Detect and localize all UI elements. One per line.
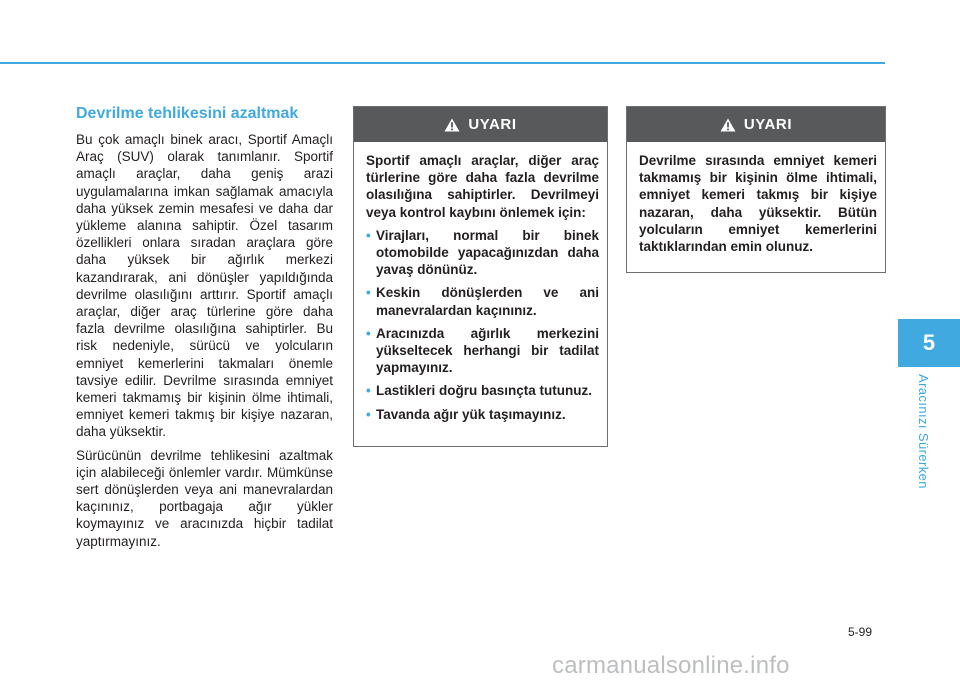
body-paragraph: Sürücünün devrilme tehlikesini azaltmak için alabileceği önlemler vardır. Mümkünse sert dönüşlerden veya ani manevralardan kaçınınız, portbagaja ağır yükler koymayınız ve aracınızda hiçbir tadilat yaptırmayınız.: [76, 447, 333, 549]
body-paragraph: Bu çok amaçlı binek aracı, Sportif Amaçlı Araç (SUV) olarak tanımlanır. Sportif amaçlı araçlar, daha geniş arazi uygulamalarına imkan sağlamak amacıyla daha yüksek zemin mesafesi ve daha dar yükleme alanına sahiptir. Özel tasarım özellikleri onlara sıradan araçlara göre daha yüksek bir ağırlık merkezi kazandırarak, ani dönüşler yapıldığında devrilme olasılığını arttırır. Sportif amaçlı araçlar, diğer araç türlerine göre daha fazla devrilme olasılığına sahiptirler. Bu risk nedeniyle, sürücü ve yolcuların emniyet kemerlerini takmaları önemle tavsiye edilir. Devrilme sırasında emniyet kemeri takmamış bir kişinin ölme ihtimali, emniyet kemeri takmış bir kişiye nazaran, daha yüksektir.: [76, 132, 333, 440]
bullet-dot: •: [366, 383, 371, 399]
warning-box-seatbelt: [626, 106, 886, 273]
warning-intro: Sportif amaçlı araçlar, diğer araç türlerine göre daha fazla devrilme olasılığına sahiptirler. Devrilmeyi veya kontrol kaybını önlemek için:: [366, 153, 599, 220]
warning-header: [354, 107, 607, 142]
warning-bullet: • Aracınızda ağırlık merkezini yükseltecek herhangi bir tadilat yapmayınız.: [366, 325, 599, 376]
warning-body: [354, 142, 607, 437]
chapter-tab[interactable]: [898, 319, 960, 367]
warning-text: Devrilme sırasında emniyet kemeri takmamış bir kişinin ölme ihtimali, emniyet kemeri takmış bir kişiye nazaran, daha yüksektir. Bütün yolcuların emniyet kemerlerini taktıklarından emin olunuz.: [639, 153, 877, 255]
section-title: Devrilme tehlikesini azaltmak: [76, 105, 299, 122]
warning-header: [627, 107, 885, 142]
warning-triangle-icon: [720, 118, 736, 132]
warning-triangle-icon: [444, 118, 460, 132]
warning-title: UYARI: [743, 116, 793, 133]
bullet-dot: •: [366, 285, 371, 301]
bullet-dot: •: [366, 227, 371, 243]
warning-bullet: • Keskin dönüşlerden ve ani manevralardan kaçınınız.: [366, 285, 599, 318]
warning-box-rollover: [353, 106, 608, 447]
chapter-number: 5: [922, 330, 936, 355]
warning-title: UYARI: [468, 116, 517, 133]
warning-body: [627, 142, 885, 263]
bullet-dot: •: [366, 406, 371, 422]
watermark: carmanualsonline.info: [552, 652, 790, 679]
warning-bullet: • Lastikleri doğru basınçta tutunuz.: [366, 383, 593, 399]
page-number: 5-99: [848, 625, 873, 639]
top-rule: [0, 62, 885, 64]
bullet-dot: •: [366, 325, 371, 341]
warning-bullet: • Tavanda ağır yük taşımayınız.: [366, 406, 566, 422]
warning-bullet: • Virajları, normal bir binek otomobilde yapacağınızdan daha yavaş dönünüz.: [366, 227, 599, 278]
chapter-title: Aracınızı Sürerken: [916, 374, 931, 489]
main-column: [76, 104, 333, 556]
